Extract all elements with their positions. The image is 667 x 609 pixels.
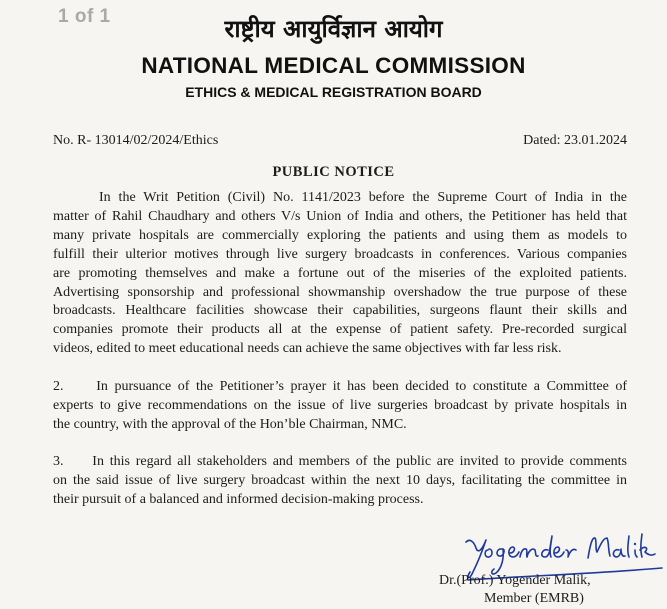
signature-stroke [635, 550, 637, 557]
paragraph-line: many private hospitals are commercially exploring the patients and using them as models to [53, 227, 627, 243]
paragraph-line: 2. In pursuance of the Petitioner’s prayer it has been decided to constitute a Committee of [53, 379, 627, 394]
org-title: NATIONAL MEDICAL COMMISSION [141, 53, 526, 78]
signature-stroke [542, 536, 552, 557]
paragraph-line: on the said issue of live surgery broadcast within the next 10 days, facilitating the committee in [53, 472, 627, 488]
signature-stroke [588, 538, 610, 558]
signature-stroke [466, 540, 486, 578]
signature-stroke [628, 536, 629, 557]
paragraph-line: companies promote their products all at the expense of patient safety. Pre-recorded surgical [53, 322, 627, 338]
page-indicator: 1 of 1 [58, 6, 111, 27]
signature-stroke [520, 549, 538, 557]
paragraph-line: their pursuit of a balanced and informed decision-making process. [53, 491, 424, 507]
paragraph-line: Advertising sponsorship and professional showmanship overshadow the true purpose of these [53, 284, 627, 300]
paragraph-line: 3. In this regard all stakeholders and members of the public are invited to provide comments [53, 454, 627, 469]
paragraph-line: videos, edited to meet educational needs can achieve the same objectives with far less risk. [53, 341, 562, 357]
signature-stroke [640, 534, 655, 557]
signature-stroke [613, 549, 625, 557]
signature-stroke [554, 547, 564, 557]
paragraph-line: are promoting themselves and make a fortune out of the miseries of the exploited patients. [53, 265, 627, 281]
paragraph-line: fulfill their ulterior motives through live surgery broadcasts in conferences. Various companies [53, 246, 627, 262]
hindi-title: राष्ट्रीय आयुर्विज्ञान आयोग [224, 15, 443, 43]
paragraph-line: the country, with the approval of the Hon’ble Chairman, NMC. [53, 416, 407, 432]
signature-stroke [492, 549, 504, 574]
paragraph-line: In the Writ Petition (Civil) No. 1141/2023 before the Supreme Court of India in the [99, 190, 627, 205]
paragraph-line: broadcasts. Healthcare facilities showcase their capabilities, surgeons flaunt their skills and [53, 303, 627, 319]
paragraph-1 [53, 189, 627, 359]
paragraph-3 [53, 453, 627, 510]
reference-number: No. R- 13014/02/2024/Ethics [53, 133, 219, 148]
signer-name: Dr.(Prof.) Yogender Malik, [439, 573, 591, 588]
board-title: ETHICS & MEDICAL REGISTRATION BOARD [185, 84, 482, 100]
paragraph-line: matter of Rahil Chaudhary and others V/s Union of India and others, the Petitioner has held that [53, 208, 627, 224]
signature-dot [634, 543, 636, 545]
paragraph-2 [53, 378, 627, 435]
notice-heading: PUBLIC NOTICE [272, 164, 395, 180]
date: Dated: 23.01.2024 [523, 133, 627, 148]
signer-role: Member (EMRB) [484, 591, 584, 606]
signature-stroke [509, 547, 519, 557]
signature-stroke [566, 549, 576, 557]
paragraph-line: experts to give recommendations on the issue of live surgeries broadcast by private hospitals in [53, 397, 627, 413]
signature-stroke [485, 549, 492, 557]
